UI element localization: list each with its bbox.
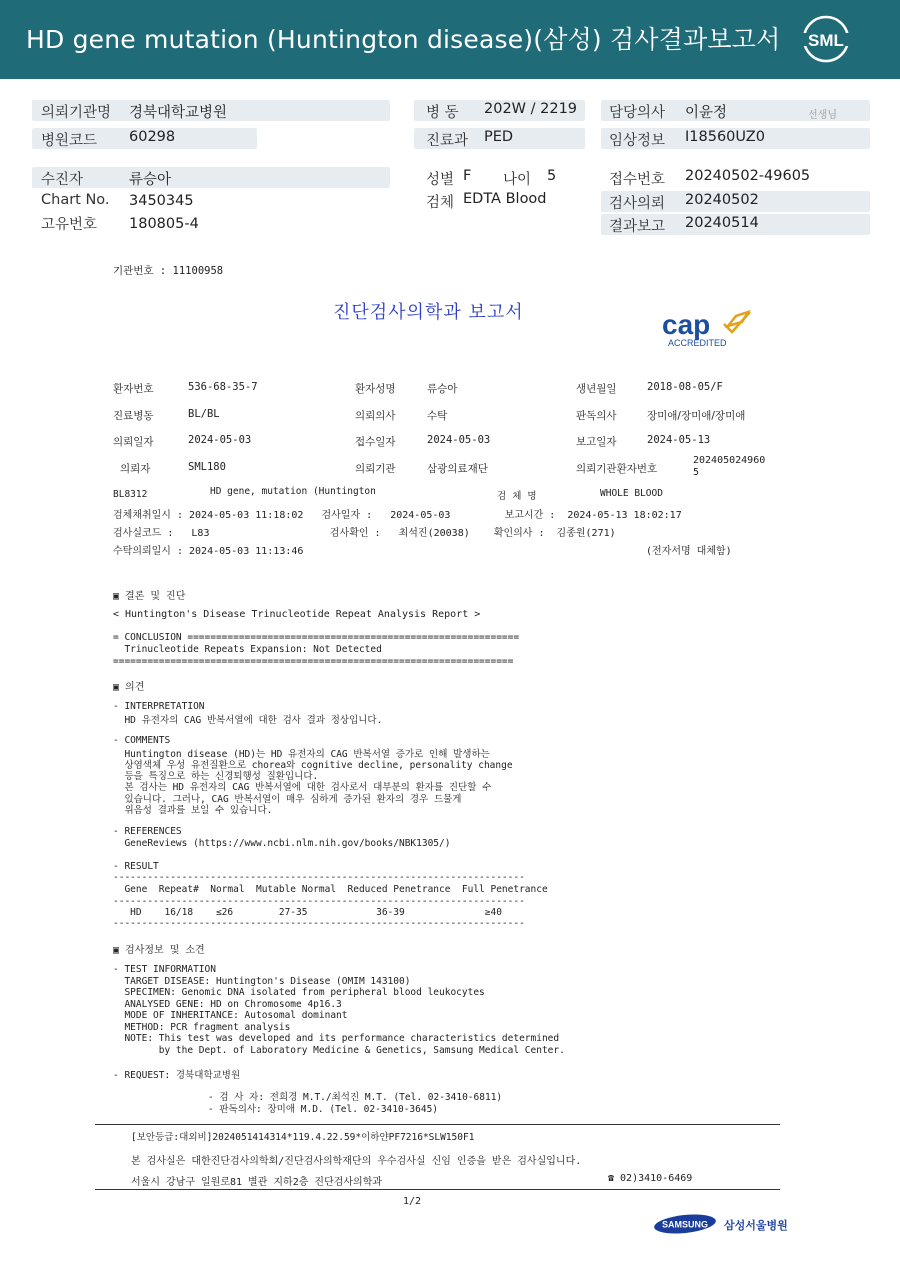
doctor-honorific: 선생님 bbox=[808, 110, 837, 121]
reqorg-value: 삼광의료재단 bbox=[427, 463, 488, 475]
test-info-gene: ANALYSED GENE: HD on Chromosome 4p16.3 bbox=[113, 999, 342, 1010]
reqdate-label: 의뢰일자 bbox=[113, 436, 154, 448]
comments-line-3: 등을 특징으로 하는 신경퇴행성 질환입니다. bbox=[113, 771, 319, 782]
specimen-label: 검체 bbox=[426, 195, 455, 211]
footer-address: 서울시 강남구 일원로81 별관 지하2층 진단검사의학과 bbox=[131, 1177, 383, 1188]
result-value: 20240514 bbox=[685, 215, 759, 231]
orgpid-value-line1: 202405024960 bbox=[693, 455, 766, 466]
clinical-label: 임상정보 bbox=[609, 133, 666, 149]
test-line-1: 검체채취일시 : 2024-05-03 11:18:02 검사일자 : 2024-05-03 보고시간 : 2024-05-13 18:02:17 bbox=[113, 510, 682, 521]
chart-label: Chart No. bbox=[41, 192, 110, 208]
repdate-label: 보고일자 bbox=[576, 436, 617, 448]
references-text: GeneReviews (https://www.ncbi.nlm.nih.gov/books/NBK1305/) bbox=[113, 838, 451, 849]
reqdate-value: 2024-05-03 bbox=[188, 434, 252, 446]
test-info-specimen: SPECIMEN: Genomic DNA isolated from peripheral blood leukocytes bbox=[113, 987, 485, 998]
conclusion-line-2: Trinucleotide Repeats Expansion: Not Detected bbox=[113, 644, 382, 655]
result-separator-mid: ------------------------------------------------------------------------ bbox=[113, 896, 525, 907]
page-title: HD gene mutation (Huntington disease)(삼성) 검사결과보고서 bbox=[26, 25, 781, 54]
pname-value: 류승아 bbox=[427, 383, 458, 395]
footer-top-rule bbox=[95, 1124, 780, 1125]
comments-line-5: 있습니다. 그러나, CAG 반복서열이 매우 심하게 증가된 환자의 경우 드물게 bbox=[113, 794, 462, 805]
dept-label: 진료과 bbox=[426, 133, 469, 149]
reader-value: 장미애/장미애/장미애 bbox=[647, 410, 746, 422]
page-number: 1/2 bbox=[403, 1196, 422, 1207]
pid-value: 536-68-35-7 bbox=[188, 381, 258, 393]
test-name: HD gene, mutation (Huntington bbox=[210, 486, 376, 497]
test-info-note-1: NOTE: This test was developed and its performance characteristics determined bbox=[113, 1033, 560, 1044]
comments-heading: - COMMENTS bbox=[113, 735, 171, 746]
ward-label: 병 동 bbox=[426, 105, 459, 121]
unique-label: 고유번호 bbox=[41, 217, 98, 233]
report-title: 진단검사의학과 보고서 bbox=[333, 302, 524, 323]
request-reader: - 판독의사: 장미애 M.D. (Tel. 02-3410-3645) bbox=[145, 1104, 439, 1115]
orgpid-label: 의뢰기관환자번호 bbox=[576, 463, 658, 475]
sml-logo bbox=[800, 13, 852, 65]
section-conclusion-title: ▣ 결론 및 진단 bbox=[113, 591, 186, 602]
hospital-code-label: 병원코드 bbox=[41, 133, 98, 149]
dob-value: 2018-08-05/F bbox=[647, 381, 723, 393]
specimen-value: EDTA Blood bbox=[463, 191, 547, 207]
conclusion-line-3: ====================================================================== bbox=[113, 656, 514, 667]
ward-value: 202W / 2219 bbox=[484, 101, 578, 117]
result-table-row: HD 16/18 ≤26 27-35 36-39 ≥40 bbox=[113, 907, 502, 918]
footer-bottom-rule bbox=[95, 1189, 780, 1190]
requester-value: SML180 bbox=[188, 461, 226, 473]
dob-label: 생년월일 bbox=[576, 383, 617, 395]
patient-label: 수진자 bbox=[41, 172, 84, 188]
result-separator-bottom: ------------------------------------------------------------------------ bbox=[113, 918, 525, 929]
comments-line-1: Huntington disease (HD)는 HD 유전자의 CAG 반복서열 증가로 인해 발생하는 bbox=[113, 749, 490, 760]
institution-label: 의뢰기관명 bbox=[41, 105, 112, 121]
report-header bbox=[0, 0, 900, 79]
doctor-label: 담당의사 bbox=[609, 105, 666, 121]
request-value: 20240502 bbox=[685, 192, 759, 208]
references-heading: - REFERENCES bbox=[113, 826, 182, 837]
svg-text:SML: SML bbox=[808, 31, 844, 50]
sex-value: F bbox=[463, 168, 472, 184]
e-signature-note: (전자서명 대체함) bbox=[646, 546, 732, 557]
comments-line-2: 상염색체 우성 유전질환으로 chorea와 cognitive decline, personality change bbox=[113, 760, 513, 771]
orgpid-value-line2: 5 bbox=[693, 467, 700, 478]
result-heading: - RESULT bbox=[113, 861, 159, 872]
comments-line-6: 위음성 결과를 보일 수 있습니다. bbox=[113, 805, 273, 816]
footer-tel: ☎ 02)3410-6469 bbox=[608, 1173, 693, 1184]
cap-accredited-logo bbox=[662, 306, 756, 350]
interpretation-heading: - INTERPRETATION bbox=[113, 701, 205, 712]
reqdoc-label: 의뢰의사 bbox=[355, 410, 396, 422]
patient-value: 류승아 bbox=[129, 172, 172, 188]
section-opinion-title: ▣ 의견 bbox=[113, 682, 145, 693]
receipt-label: 접수번호 bbox=[609, 172, 666, 188]
pname-label: 환자성명 bbox=[355, 383, 396, 395]
test-specimen-value: WHOLE BLOOD bbox=[600, 488, 663, 499]
reader-label: 판독의사 bbox=[576, 410, 617, 422]
test-info-note-2: by the Dept. of Laboratory Medicine & Genetics, Samsung Medical Center. bbox=[113, 1045, 565, 1056]
svg-text:SAMSUNG: SAMSUNG bbox=[661, 1219, 709, 1230]
test-info-disease: TARGET DISEASE: Huntington's Disease (OMIM 143100) bbox=[113, 976, 411, 987]
pid-label: 환자번호 bbox=[113, 383, 154, 395]
footer-security: [보안등급:대외비]2024051414314*119.4.22.59*이하얀PF7216*SLW150F1 bbox=[131, 1132, 475, 1143]
interpretation-text: HD 유전자의 CAG 반복서열에 대한 검사 결과 정상입니다. bbox=[113, 715, 383, 726]
test-info-inheritance: MODE OF INHERITANCE: Autosomal dominant bbox=[113, 1010, 348, 1021]
unique-value: 180805-4 bbox=[129, 216, 199, 232]
section-conclusion-subtitle: < Huntington's Disease Trinucleotide Repeat Analysis Report > bbox=[113, 609, 481, 620]
doctor-value: 이윤정 bbox=[685, 105, 728, 121]
svg-text:cap: cap bbox=[662, 309, 711, 340]
age-value: 5 bbox=[547, 168, 557, 184]
chart-value: 3450345 bbox=[129, 193, 194, 209]
ward-code-value: BL/BL bbox=[188, 408, 220, 420]
clinical-value: I18560UZ0 bbox=[685, 129, 765, 145]
request-heading: - REQUEST: 경북대학교병원 bbox=[113, 1070, 241, 1081]
result-label: 결과보고 bbox=[609, 219, 666, 235]
test-specimen-label: 검 체 명 bbox=[497, 491, 537, 502]
result-table-header: Gene Repeat# Normal Mutable Normal Reduced Penetrance Full Penetrance bbox=[113, 884, 548, 895]
section-test-info-title: ▣ 검사정보 및 소견 bbox=[113, 945, 205, 956]
reqorg-label: 의뢰기관 bbox=[355, 463, 396, 475]
institution-value: 경북대학교병원 bbox=[129, 105, 228, 121]
age-label: 나이 bbox=[503, 172, 532, 188]
requester-label: 의뢰자 bbox=[120, 463, 151, 475]
sex-label: 성별 bbox=[426, 172, 455, 188]
recdate-value: 2024-05-03 bbox=[427, 434, 491, 446]
footer-certification: 본 검사실은 대한진단검사의학회/진단검사의학재단의 우수검사실 신임 인증을 받은 검사실입니다. bbox=[131, 1156, 582, 1167]
request-examiner: - 검 사 자: 전희경 M.T./최석진 M.T. (Tel. 02-3410-6811) bbox=[145, 1092, 503, 1103]
comments-line-4: 본 검사는 HD 유전자의 CAG 반복서열에 대한 검사로서 대부분의 환자를 진단할 수 bbox=[113, 782, 492, 793]
svg-text:ACCREDITED: ACCREDITED bbox=[668, 338, 727, 348]
ward-code-label: 진료병동 bbox=[113, 410, 154, 422]
hospital-code-value: 60298 bbox=[129, 129, 176, 145]
request-label: 검사의뢰 bbox=[609, 196, 666, 212]
repdate-value: 2024-05-13 bbox=[647, 434, 711, 446]
test-info-method: METHOD: PCR fragment analysis bbox=[113, 1022, 291, 1033]
test-code: BL8312 bbox=[113, 489, 148, 500]
test-info-heading: - TEST INFORMATION bbox=[113, 964, 216, 975]
conclusion-line-1: = CONCLUSION ========================================================== bbox=[113, 632, 520, 643]
test-line-2: 검사실코드 : L83 검사확인 : 최석진(20038) 확인의사 : 김종원(271) bbox=[113, 528, 616, 539]
svg-text:삼성서울병원: 삼성서울병원 bbox=[724, 1219, 788, 1232]
dept-value: PED bbox=[484, 129, 514, 145]
reqdoc-value: 수탁 bbox=[427, 410, 448, 422]
test-line-3: 수탁의뢰일시 : 2024-05-03 11:13:46 bbox=[113, 546, 304, 557]
samsung-hospital-logo bbox=[654, 1214, 790, 1234]
receipt-value: 20240502-49605 bbox=[685, 168, 811, 184]
org-number: 기관번호 : 11100958 bbox=[113, 265, 224, 277]
recdate-label: 접수일자 bbox=[355, 436, 396, 448]
result-separator-top: ------------------------------------------------------------------------ bbox=[113, 872, 525, 883]
